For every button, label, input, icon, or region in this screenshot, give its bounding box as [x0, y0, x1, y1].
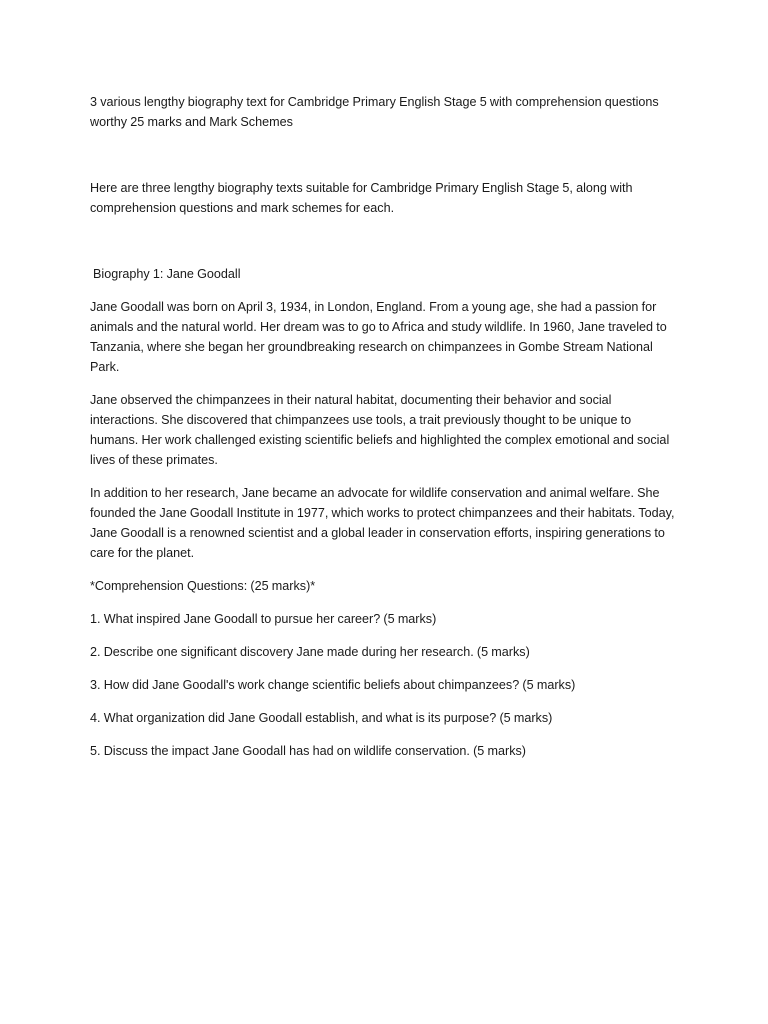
intro-title: 3 various lengthy biography text for Cambridge Primary English Stage 5 with comprehension questions worthy 25 marks and Mark Schemes: [90, 95, 659, 129]
document-body: [90, 92, 680, 774]
question-item: 3. How did Jane Goodall's work change scientific beliefs about chimpanzees? (5 marks): [90, 678, 576, 692]
question-item: 5. Discuss the impact Jane Goodall has had on wildlife conservation. (5 marks): [90, 744, 526, 758]
intro-summary: Here are three lengthy biography texts suitable for Cambridge Primary English Stage 5, along with comprehension questions and mark schemes for each.: [90, 181, 633, 215]
biography-1-paragraph: Jane Goodall was born on April 3, 1934, in London, England. From a young age, she had a passion for animals and the natural world. Her dream was to go to Africa and study wildlife. In 1960, Jane traveled to Tanzania, where she began her groundbreaking research on chimpanzees in Gombe Stream National Park.: [90, 300, 667, 374]
comprehension-questions-heading: *Comprehension Questions: (25 marks)*: [90, 579, 316, 593]
question-item: 4. What organization did Jane Goodall establish, and what is its purpose? (5 marks): [90, 711, 553, 725]
question-item: 1. What inspired Jane Goodall to pursue her career? (5 marks): [90, 612, 437, 626]
question-item: 2. Describe one significant discovery Jane made during her research. (5 marks): [90, 645, 530, 659]
biography-1-paragraph: In addition to her research, Jane became an advocate for wildlife conservation and animal welfare. She founded the Jane Goodall Institute in 1977, which works to protect chimpanzees and their habitats. Today, Jane Goodall is a renowned scientist and a global leader in conservation efforts, inspiring generations to care for the planet.: [90, 486, 675, 560]
biography-1-heading: Biography 1: Jane Goodall: [93, 267, 241, 281]
biography-1-paragraph: Jane observed the chimpanzees in their natural habitat, documenting their behavior and social interactions. She discovered that chimpanzees use tools, a trait previously thought to be unique to humans. Her work challenged existing scientific beliefs and highlighted the complex emotional and social lives of these primates.: [90, 393, 670, 467]
